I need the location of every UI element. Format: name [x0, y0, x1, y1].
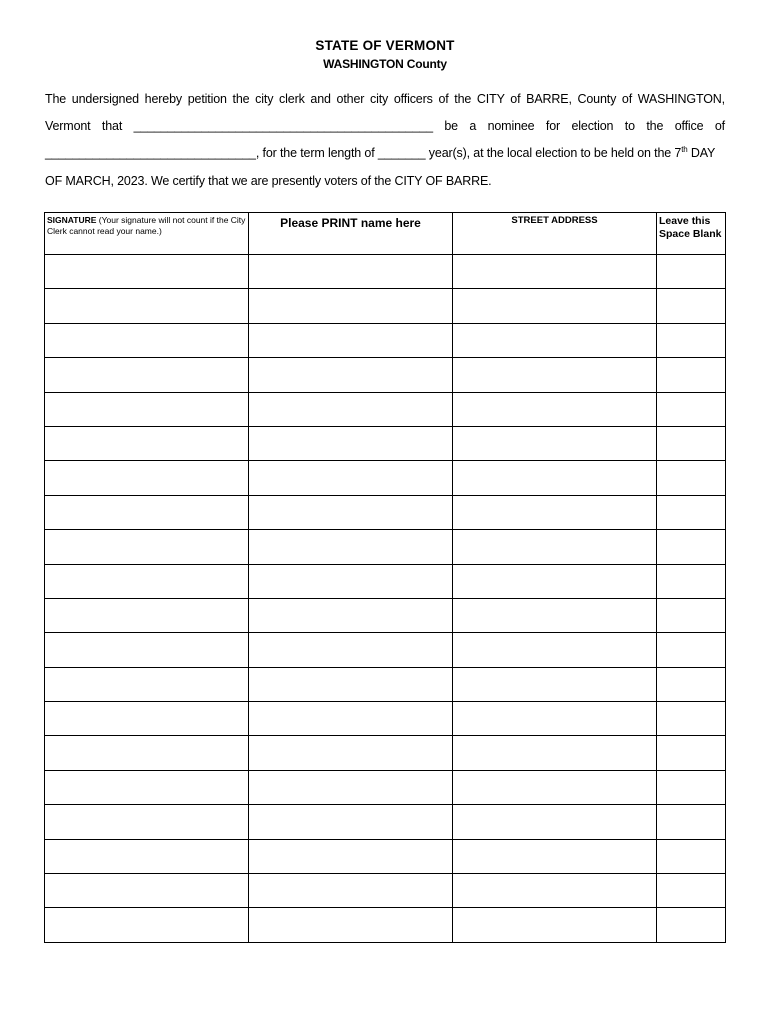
leave-blank-cell: [657, 770, 726, 804]
leave-blank-cell: [657, 598, 726, 632]
street-address-cell[interactable]: [453, 289, 657, 323]
table-row: [45, 358, 726, 392]
leave-blank-cell: [657, 461, 726, 495]
street-address-cell[interactable]: [453, 598, 657, 632]
street-address-cell[interactable]: [453, 426, 657, 460]
signature-cell[interactable]: [45, 255, 249, 289]
signature-cell[interactable]: [45, 392, 249, 426]
leave-blank-cell: [657, 702, 726, 736]
street-address-cell[interactable]: [453, 495, 657, 529]
print-name-cell[interactable]: [249, 598, 453, 632]
leave-blank-column-header: Leave this Space Blank: [657, 213, 726, 255]
leave-blank-cell: [657, 736, 726, 770]
signature-cell[interactable]: [45, 461, 249, 495]
street-address-cell[interactable]: [453, 736, 657, 770]
signature-cell[interactable]: [45, 874, 249, 908]
signature-cell[interactable]: [45, 598, 249, 632]
print-name-cell[interactable]: [249, 805, 453, 839]
table-row: [45, 874, 726, 908]
table-header-row: [45, 213, 726, 255]
county-subtitle: WASHINGTON County: [323, 57, 447, 71]
leave-blank-cell: [657, 667, 726, 701]
print-name-cell[interactable]: [249, 702, 453, 736]
table-row: [45, 289, 726, 323]
signature-header-note: (Your signature will not count if the City Clerk cannot read your name.): [47, 215, 246, 236]
street-address-cell[interactable]: [453, 874, 657, 908]
print-name-cell[interactable]: [249, 495, 453, 529]
page-title: STATE OF VERMONT: [315, 38, 455, 53]
signature-cell[interactable]: [45, 702, 249, 736]
leave-blank-cell: [657, 839, 726, 873]
street-address-cell[interactable]: [453, 564, 657, 598]
table-row: [45, 461, 726, 495]
leave-blank-cell: [657, 358, 726, 392]
signature-cell[interactable]: [45, 805, 249, 839]
print-name-cell[interactable]: [249, 392, 453, 426]
table-row: [45, 323, 726, 357]
print-name-cell[interactable]: [249, 633, 453, 667]
petition-line-3-text: _______________________________, for the term length of _______ year(s), at the local election to be held on the 7: [45, 146, 682, 160]
leave-blank-cell: [657, 323, 726, 357]
signature-cell[interactable]: [45, 564, 249, 598]
street-address-cell[interactable]: [453, 770, 657, 804]
leave-blank-cell: [657, 255, 726, 289]
table-body: [45, 255, 726, 943]
street-address-cell[interactable]: [453, 255, 657, 289]
table-row: [45, 392, 726, 426]
print-name-cell[interactable]: [249, 839, 453, 873]
leave-blank-cell: [657, 908, 726, 942]
street-address-cell[interactable]: [453, 908, 657, 942]
print-name-cell[interactable]: [249, 564, 453, 598]
signature-cell[interactable]: [45, 426, 249, 460]
print-name-cell[interactable]: [249, 530, 453, 564]
table-row: [45, 805, 726, 839]
table-row: [45, 770, 726, 804]
table-row: [45, 495, 726, 529]
signature-cell[interactable]: [45, 736, 249, 770]
petition-line-4: OF MARCH, 2023. We certify that we are presently voters of the CITY OF BARRE.: [45, 174, 492, 188]
print-name-cell[interactable]: [249, 289, 453, 323]
signature-cell[interactable]: [45, 908, 249, 942]
print-name-cell[interactable]: [249, 874, 453, 908]
street-address-cell[interactable]: [453, 633, 657, 667]
street-address-cell[interactable]: [453, 839, 657, 873]
leave-blank-cell: [657, 289, 726, 323]
table-row: [45, 255, 726, 289]
street-address-cell[interactable]: [453, 667, 657, 701]
table-row: [45, 633, 726, 667]
street-address-column-header: STREET ADDRESS: [453, 213, 657, 255]
street-address-cell[interactable]: [453, 805, 657, 839]
print-name-cell[interactable]: [249, 255, 453, 289]
leave-blank-cell: [657, 805, 726, 839]
leave-blank-cell: [657, 426, 726, 460]
street-address-cell[interactable]: [453, 358, 657, 392]
leave-blank-cell: [657, 633, 726, 667]
table-row: [45, 839, 726, 873]
street-address-cell[interactable]: [453, 461, 657, 495]
street-address-cell[interactable]: [453, 702, 657, 736]
petition-line-3: [45, 146, 725, 160]
signature-column-header: [45, 213, 249, 255]
signature-cell[interactable]: [45, 289, 249, 323]
street-address-cell[interactable]: [453, 323, 657, 357]
leave-blank-cell: [657, 874, 726, 908]
signature-cell[interactable]: [45, 770, 249, 804]
print-name-cell[interactable]: [249, 461, 453, 495]
table-row: [45, 426, 726, 460]
signature-cell[interactable]: [45, 667, 249, 701]
print-name-cell[interactable]: [249, 770, 453, 804]
print-name-cell[interactable]: [249, 323, 453, 357]
table-row: [45, 702, 726, 736]
print-name-cell[interactable]: [249, 667, 453, 701]
signature-cell[interactable]: [45, 530, 249, 564]
table-row: [45, 564, 726, 598]
leave-blank-cell: [657, 564, 726, 598]
leave-blank-cell: [657, 495, 726, 529]
print-name-cell[interactable]: [249, 426, 453, 460]
leave-blank-cell: [657, 392, 726, 426]
signature-cell[interactable]: [45, 323, 249, 357]
petition-line-3-superscript: th: [681, 144, 688, 154]
signature-cell[interactable]: [45, 495, 249, 529]
print-name-cell[interactable]: [249, 736, 453, 770]
table-row: [45, 667, 726, 701]
street-address-cell[interactable]: [453, 392, 657, 426]
petition-line-3-end: DAY: [687, 146, 716, 160]
petition-line-2: Vermont that ____________________________________________ be a nominee for election to the office of: [45, 119, 725, 133]
print-name-column-header: Please PRINT name here: [249, 213, 453, 255]
petition-line-1: The undersigned hereby petition the city clerk and other city officers of the CITY of BARRE, County of WASHINGTON,: [45, 92, 725, 106]
signature-cell[interactable]: [45, 839, 249, 873]
signature-cell[interactable]: [45, 358, 249, 392]
print-name-cell[interactable]: [249, 908, 453, 942]
table-row: [45, 736, 726, 770]
signature-table-container: [44, 212, 725, 943]
table-row: [45, 598, 726, 632]
table-row: [45, 530, 726, 564]
street-address-cell[interactable]: [453, 530, 657, 564]
signature-table: [44, 212, 726, 943]
print-name-cell[interactable]: [249, 358, 453, 392]
table-row: [45, 908, 726, 942]
signature-header-label: SIGNATURE: [47, 215, 97, 225]
signature-cell[interactable]: [45, 633, 249, 667]
leave-blank-cell: [657, 530, 726, 564]
